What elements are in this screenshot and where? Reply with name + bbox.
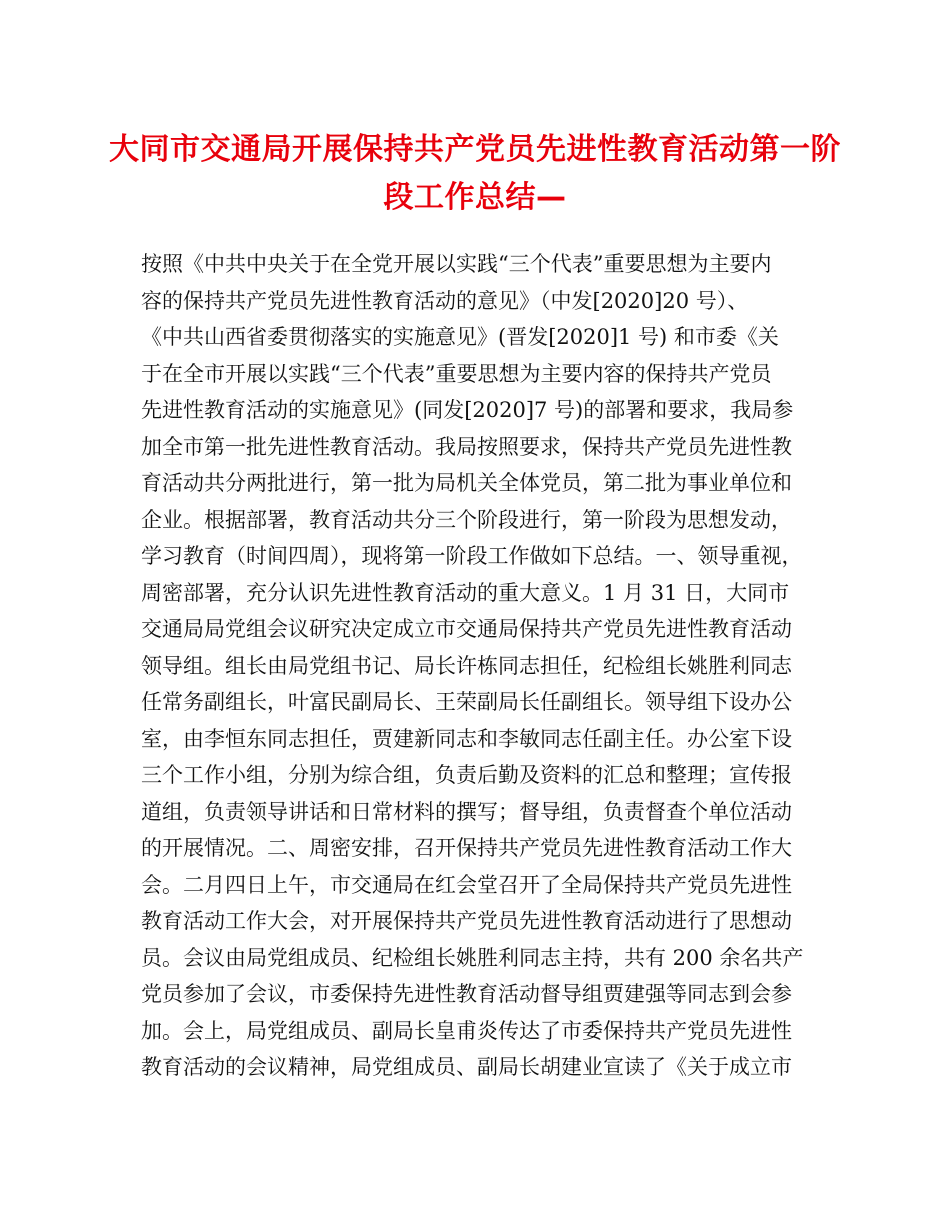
body-line: 育活动共分两批进行，第一批为局机关全体党员，第二批为事业单位和	[141, 471, 792, 495]
body-line: 交通局局党组会议研究决定成立市交通局保持共产党员先进性教育活动	[141, 617, 792, 641]
body-line: 领导组。组长由局党组书记、局长许栋同志担任，纪检组长姚胜利同志	[141, 653, 792, 678]
body-line: 任常务副组长，叶富民副局长、王荣副局长任副组长。领导组下设办公	[141, 690, 792, 714]
document-body	[141, 246, 821, 1086]
body-line: 教育活动的会议精神，局党组成员、副局长胡建业宣读了《关于成立市	[141, 1055, 792, 1079]
body-line: 企业。根据部署，教育活动共分三个阶段进行，第一阶段为思想发动，	[141, 507, 792, 532]
body-line: 于在全市开展以实践“三个代表”重要思想为主要内容的保持共产党员	[141, 361, 772, 386]
body-line: 教育活动工作大会，对开展保持共产党员先进性教育活动进行了思想动	[141, 909, 792, 933]
body-line: 室，由李恒东同志担任，贾建新同志和李敏同志任副主任。办公室下设	[141, 726, 792, 751]
body-line: 按照《中共中央关于在全党开展以实践“三个代表”重要思想为主要内	[141, 252, 772, 276]
body-line: 加全市第一批先进性教育活动。我局按照要求，保持共产党员先进性教	[141, 434, 792, 459]
body-line: 加。会上，局党组成员、副局长皇甫炎传达了市委保持共产党员先进性	[141, 1018, 792, 1043]
document-title	[0, 126, 950, 222]
body-line: 会。二月四日上午，市交通局在红会堂召开了全局保持共产党员先进性	[141, 872, 792, 897]
title-line-1: 大同市交通局开展保持共产党员先进性教育活动第一阶	[109, 132, 841, 167]
body-line: 员。会议由局党组成员、纪检组长姚胜利同志主持，共有 200 余名共产	[141, 945, 804, 970]
body-line: 党员参加了会议，市委保持先进性教育活动督导组贾建强等同志到会参	[141, 982, 792, 1006]
body-line: 容的保持共产党员先进性教育活动的意见》（中发[2020]20 号）、	[141, 288, 749, 313]
title-line-2: 段工作总结—	[383, 180, 567, 215]
body-line: 《中共山西省委贯彻落实的实施意见》(晋发[2020]1 号) 和市委《关	[141, 325, 779, 349]
body-line: 先进性教育活动的实施意见》(同发[2020]7 号)的部署和要求，我局参	[141, 398, 794, 422]
body-line: 道组，负责领导讲话和日常材料的撰写；督导组，负责督查个单位活动	[141, 799, 792, 824]
body-line: 学习教育（时间四周），现将第一阶段工作做如下总结。一、领导重视，	[141, 544, 803, 568]
body-line: 周密部署，充分认识先进性教育活动的重大意义。1 月 31 日，大同市	[141, 580, 790, 605]
body-line: 三个工作小组，分别为综合组，负责后勤及资料的汇总和整理；宣传报	[141, 763, 792, 787]
body-line: 的开展情况。二、周密安排，召开保持共产党员先进性教育活动工作大	[141, 836, 792, 860]
